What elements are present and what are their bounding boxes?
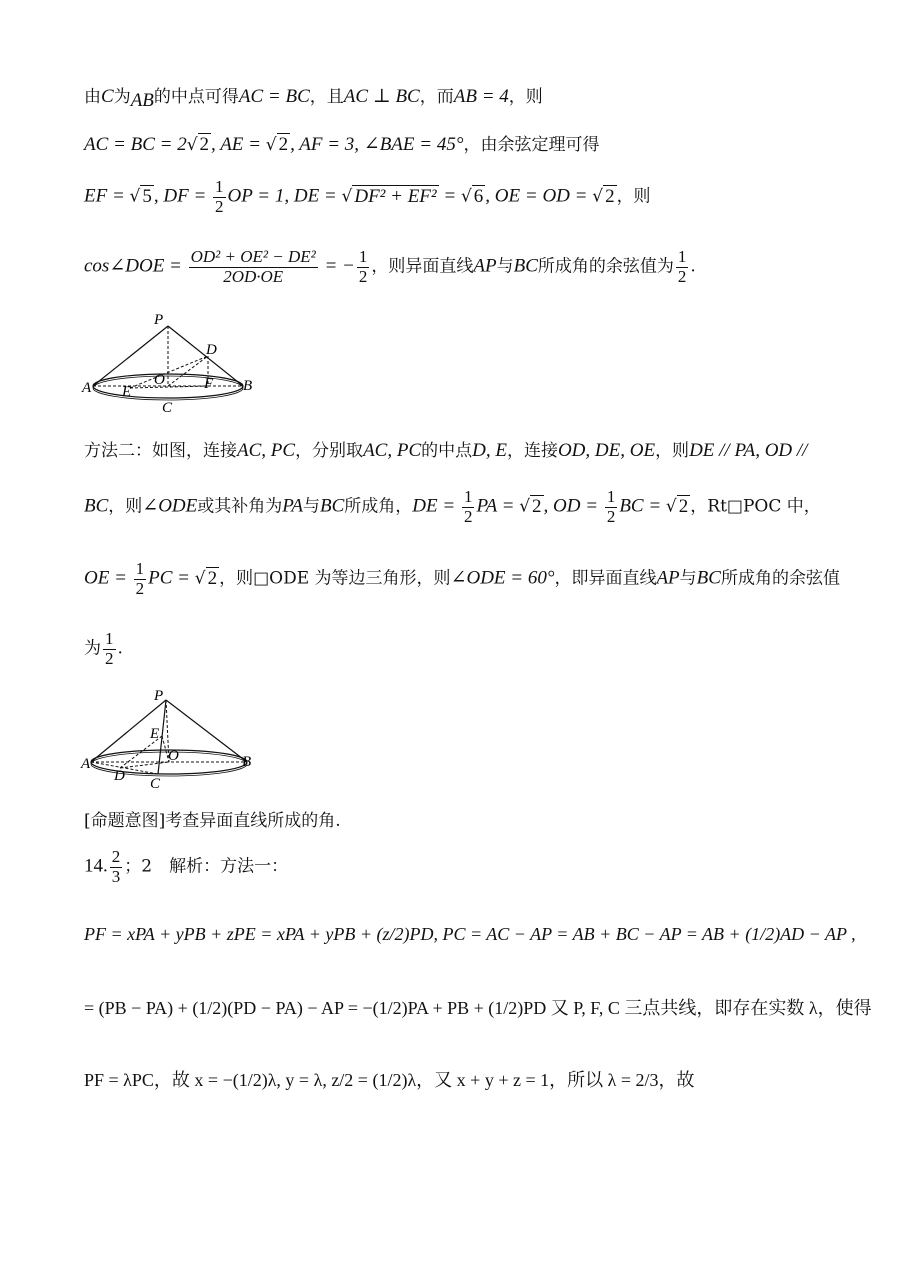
t: 所成角的余弦值: [720, 568, 840, 589]
t: , OD =: [543, 495, 603, 517]
t: 2: [605, 185, 615, 207]
edge: [168, 356, 208, 386]
label-A: A: [82, 380, 92, 396]
t: ，则□ODE 为等边三角形，则: [219, 568, 451, 589]
t: = (PB − PA) + (1/2)(PD − PA) − AP = −(1/2)PA + PB + (1/2)PD 又 P, F, C 三点共线，即存在实数 λ，使得: [84, 998, 872, 1018]
t: AC = BC: [238, 86, 310, 107]
text-line-10: [84, 848, 840, 886]
t: 所成角，: [344, 496, 413, 517]
t: [命题意图]考查异面直线所成的角.: [84, 811, 341, 831]
t: ，且: [309, 87, 344, 107]
label-E: E: [150, 726, 160, 742]
t: 2: [606, 506, 616, 526]
t: AC ⊥ BC: [343, 86, 420, 107]
t: AC, PC: [363, 440, 422, 461]
text-line-4: [84, 248, 840, 286]
t: OD² + OE² − DE²: [190, 247, 316, 266]
t: 2: [111, 847, 121, 866]
t: BC =: [619, 495, 666, 517]
t: =: [438, 185, 461, 207]
label-C: C: [150, 776, 161, 792]
label-C: C: [162, 400, 173, 416]
t: 2: [358, 266, 368, 286]
label-P: P: [154, 688, 164, 704]
t: D, E: [472, 440, 507, 461]
t: 与: [679, 568, 697, 589]
t: ，而: [419, 87, 454, 107]
t: 的中点: [421, 441, 473, 461]
t: DE // PA, OD //: [689, 440, 808, 461]
cone-figure-1: [80, 310, 260, 420]
t: 2OD·OE: [223, 266, 284, 286]
t: ，则: [108, 496, 143, 517]
label-B: B: [243, 378, 253, 394]
fraction: [462, 488, 475, 526]
t: = −: [319, 255, 355, 277]
t: ，则: [655, 441, 690, 461]
cone-figure-2: [80, 688, 270, 798]
t: AB: [130, 90, 154, 111]
t: AP: [656, 567, 680, 589]
t: ，由余弦定理可得: [463, 135, 600, 155]
t: OE =: [84, 567, 132, 589]
t: PF = xPA + yPB + zPE = xPA + yPB + (z/2)PD, PC = AC − AP = AB + BC − AP = AB + (1/2)AD − AP ,: [84, 924, 856, 944]
base-ellipse-shadow: [93, 376, 243, 400]
text-line-8: [84, 630, 840, 668]
t: 2: [677, 266, 687, 286]
t: ，则: [508, 87, 543, 107]
text-line-3: EF = √ 5 , DF = $\frac{1}{2}$ OP = 1, DE = √ DF² + EF² = √ 6 , OE = OD = √ 2 ，则: [84, 177, 651, 216]
t: ，即异面直线: [554, 568, 657, 589]
t: 与: [496, 256, 514, 277]
t: DE =: [412, 495, 460, 517]
t: BC: [696, 567, 721, 589]
t: PA =: [476, 495, 520, 517]
t: AP: [473, 255, 497, 277]
text-line-12: [84, 994, 872, 1020]
fraction: [213, 178, 226, 216]
fraction: [110, 848, 123, 886]
fraction: [103, 630, 116, 668]
fraction: [357, 248, 370, 286]
text-line-7: OE = $\frac{1}{2}$ PC = √ 2 ，则□ODE 为等边三角形，则∠ODE = 60°，即异面直线AP与BC所成角的余弦值: [84, 559, 840, 598]
t: 2: [105, 648, 114, 668]
t: PA: [282, 495, 304, 517]
t: 与: [303, 496, 321, 517]
t: ，连接: [506, 441, 558, 461]
t: 1: [677, 247, 687, 266]
t: 为: [84, 638, 101, 659]
t: PF = λPC，故 x = −(1/2)λ, y = λ, z/2 = (1/2)λ，又 x + y + z = 1，所以 λ = 2/3，故: [84, 1070, 695, 1090]
label-D: D: [114, 768, 125, 784]
t: 2: [532, 495, 542, 517]
t: 2: [207, 567, 218, 589]
t: 5: [142, 185, 152, 207]
label-D: D: [206, 342, 217, 358]
t: 1: [105, 629, 114, 648]
t: 2: [678, 495, 689, 517]
t: ，分别取: [295, 441, 364, 461]
t: ∠ODE: [142, 495, 198, 517]
t: OD, DE, OE: [557, 440, 656, 461]
fraction: [605, 488, 618, 526]
text-line-11: [84, 924, 856, 945]
t: ，则: [616, 186, 651, 207]
t: BC: [320, 495, 345, 517]
fraction: [189, 248, 318, 286]
t: 14.: [84, 855, 108, 877]
t: cos∠DOE =: [84, 255, 187, 277]
label-O: O: [154, 372, 165, 388]
t: 为: [113, 87, 131, 107]
t: ，Rt□POC 中，: [690, 496, 821, 517]
t: , AF = 3, ∠BAE = 45°: [290, 134, 464, 155]
t: 或其补角为: [197, 496, 283, 517]
t: .: [690, 256, 696, 277]
text-line-1: [84, 82, 840, 111]
text-line-2: AC = BC = 2√ 2 , AE = √ 2 , AF = 3, ∠BAE = 45°，由余弦定理可得: [84, 134, 600, 155]
t: C: [101, 86, 114, 107]
text-line-13: [84, 1066, 840, 1092]
t: 6: [473, 185, 484, 207]
t: OP = 1, DE =: [227, 185, 342, 207]
t: AB = 4: [453, 86, 509, 107]
t: 2: [278, 134, 289, 155]
t: 方法二：如图，连接: [84, 441, 237, 461]
fraction: [676, 248, 689, 286]
t: ，则异面直线: [371, 256, 474, 277]
t: .: [117, 638, 123, 659]
t: 2: [135, 578, 145, 598]
t: DF² + EF²: [354, 185, 437, 207]
t: 3: [111, 866, 121, 886]
t: 1: [606, 487, 616, 506]
t: AC = BC = 2: [84, 134, 187, 155]
t: ；2 解析：方法一：: [124, 856, 289, 877]
t: ∠ODE = 60°: [450, 567, 555, 589]
text-line-9: [84, 806, 840, 831]
label-B: B: [242, 754, 252, 770]
t: PC =: [148, 567, 195, 589]
edge: [130, 356, 208, 388]
t: 2: [215, 196, 224, 216]
t: 2: [463, 506, 473, 526]
t: 1: [215, 177, 224, 196]
t: , OE = OD =: [485, 185, 593, 207]
t: 1: [358, 247, 368, 266]
t: 所成角的余弦值为: [537, 256, 674, 277]
t: EF =: [84, 185, 130, 207]
t: AC, PC: [237, 440, 296, 461]
text-line-5: [84, 436, 840, 462]
label-F: F: [204, 376, 214, 392]
t: 2: [199, 134, 210, 155]
label-P: P: [154, 312, 164, 328]
fraction: [134, 560, 147, 598]
edge: [120, 762, 169, 768]
t: BC: [513, 255, 538, 277]
t: , DF =: [153, 185, 212, 207]
t: , AE =: [211, 134, 266, 155]
t: 由: [84, 87, 101, 107]
t: BC: [84, 495, 109, 517]
label-E: E: [122, 384, 132, 400]
t: 1: [463, 487, 473, 506]
t: 的中点可得: [153, 87, 239, 107]
t: 1: [135, 559, 145, 578]
label-A: A: [81, 756, 91, 772]
text-line-6: BC，则∠ODE或其补角为PA与BC所成角，DE = $\frac{1}{2}$ PA = √ 2 , OD = $\frac{1}{2}$ BC = √ 2 ，Rt□POC 中，: [84, 487, 821, 526]
label-O: O: [168, 748, 179, 764]
